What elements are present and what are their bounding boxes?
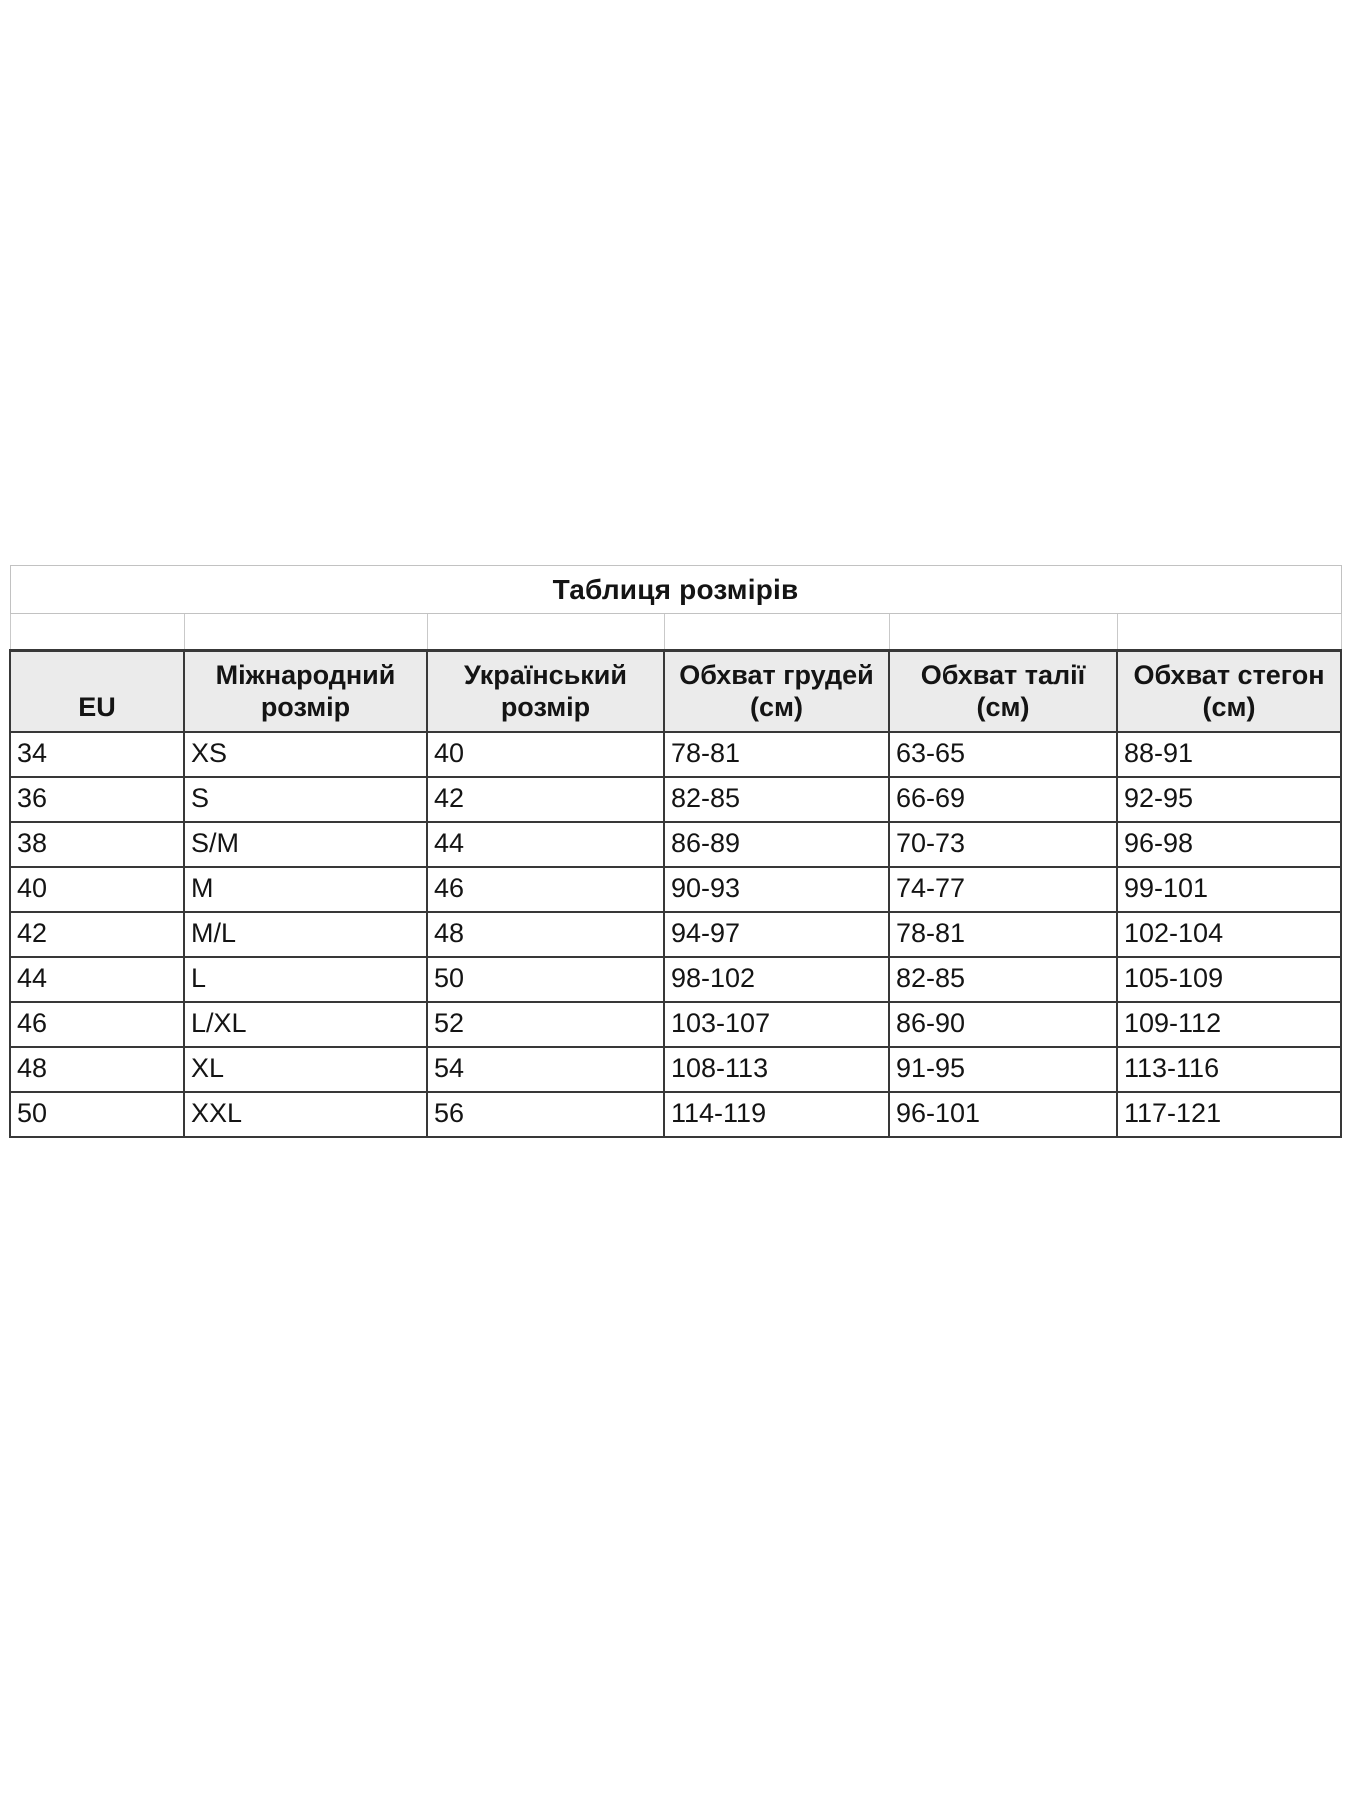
cell-waist: 82-85: [889, 957, 1117, 1002]
cell-chest: 94-97: [664, 912, 889, 957]
cell-international-size: XS: [184, 732, 427, 777]
cell-chest: 98-102: [664, 957, 889, 1002]
cell-chest: 90-93: [664, 867, 889, 912]
column-header-chest: Обхват грудей (см): [664, 651, 889, 733]
cell-waist: 91-95: [889, 1047, 1117, 1092]
cell-chest: 86-89: [664, 822, 889, 867]
cell-ukrainian-size: 42: [427, 777, 664, 822]
cell-waist: 86-90: [889, 1002, 1117, 1047]
spacer-cell: [184, 614, 427, 651]
table-row: [10, 732, 1341, 777]
cell-ukrainian-size: 44: [427, 822, 664, 867]
cell-ukrainian-size: 50: [427, 957, 664, 1002]
cell-waist: 70-73: [889, 822, 1117, 867]
cell-ukrainian-size: 48: [427, 912, 664, 957]
cell-waist: 74-77: [889, 867, 1117, 912]
cell-chest: 103-107: [664, 1002, 889, 1047]
spacer-row: [10, 614, 1341, 651]
cell-ukrainian-size: 54: [427, 1047, 664, 1092]
cell-eu: 42: [10, 912, 184, 957]
column-header-international-size: Міжнародний розмір: [184, 651, 427, 733]
spacer-cell: [664, 614, 889, 651]
cell-eu: 34: [10, 732, 184, 777]
spacer-cell: [1117, 614, 1341, 651]
cell-international-size: XXL: [184, 1092, 427, 1137]
spacer-cell: [889, 614, 1117, 651]
table-title: Таблиця розмірів: [10, 566, 1341, 614]
cell-waist: 66-69: [889, 777, 1117, 822]
cell-international-size: L: [184, 957, 427, 1002]
cell-chest: 114-119: [664, 1092, 889, 1137]
table-row: [10, 957, 1341, 1002]
cell-ukrainian-size: 52: [427, 1002, 664, 1047]
cell-chest: 82-85: [664, 777, 889, 822]
cell-eu: 38: [10, 822, 184, 867]
table-row: [10, 1002, 1341, 1047]
table-row: [10, 1092, 1341, 1137]
size-chart-table: [9, 565, 1342, 1138]
cell-hips: 88-91: [1117, 732, 1341, 777]
spacer-cell: [10, 614, 184, 651]
cell-international-size: M/L: [184, 912, 427, 957]
cell-international-size: L/XL: [184, 1002, 427, 1047]
column-header-ukrainian-size: Український розмір: [427, 651, 664, 733]
cell-ukrainian-size: 56: [427, 1092, 664, 1137]
cell-eu: 46: [10, 1002, 184, 1047]
cell-hips: 102-104: [1117, 912, 1341, 957]
cell-hips: 113-116: [1117, 1047, 1341, 1092]
column-header-hips: Обхват стегон (см): [1117, 651, 1341, 733]
table-row: [10, 822, 1341, 867]
table-row: [10, 867, 1341, 912]
table-title-row: [10, 566, 1341, 614]
cell-eu: 36: [10, 777, 184, 822]
column-header-waist: Обхват талії (см): [889, 651, 1117, 733]
cell-hips: 96-98: [1117, 822, 1341, 867]
cell-eu: 48: [10, 1047, 184, 1092]
cell-international-size: S: [184, 777, 427, 822]
cell-waist: 96-101: [889, 1092, 1117, 1137]
cell-chest: 78-81: [664, 732, 889, 777]
cell-hips: 92-95: [1117, 777, 1341, 822]
cell-waist: 78-81: [889, 912, 1117, 957]
cell-hips: 117-121: [1117, 1092, 1341, 1137]
cell-international-size: S/M: [184, 822, 427, 867]
cell-international-size: XL: [184, 1047, 427, 1092]
column-header-eu: EU: [10, 651, 184, 733]
table-row: [10, 1047, 1341, 1092]
cell-eu: 40: [10, 867, 184, 912]
cell-eu: 50: [10, 1092, 184, 1137]
table-row: [10, 912, 1341, 957]
cell-ukrainian-size: 46: [427, 867, 664, 912]
cell-hips: 109-112: [1117, 1002, 1341, 1047]
spacer-cell: [427, 614, 664, 651]
cell-eu: 44: [10, 957, 184, 1002]
cell-waist: 63-65: [889, 732, 1117, 777]
table-row: [10, 777, 1341, 822]
cell-ukrainian-size: 40: [427, 732, 664, 777]
cell-international-size: M: [184, 867, 427, 912]
header-row: [10, 651, 1341, 733]
cell-hips: 105-109: [1117, 957, 1341, 1002]
cell-hips: 99-101: [1117, 867, 1341, 912]
cell-chest: 108-113: [664, 1047, 889, 1092]
